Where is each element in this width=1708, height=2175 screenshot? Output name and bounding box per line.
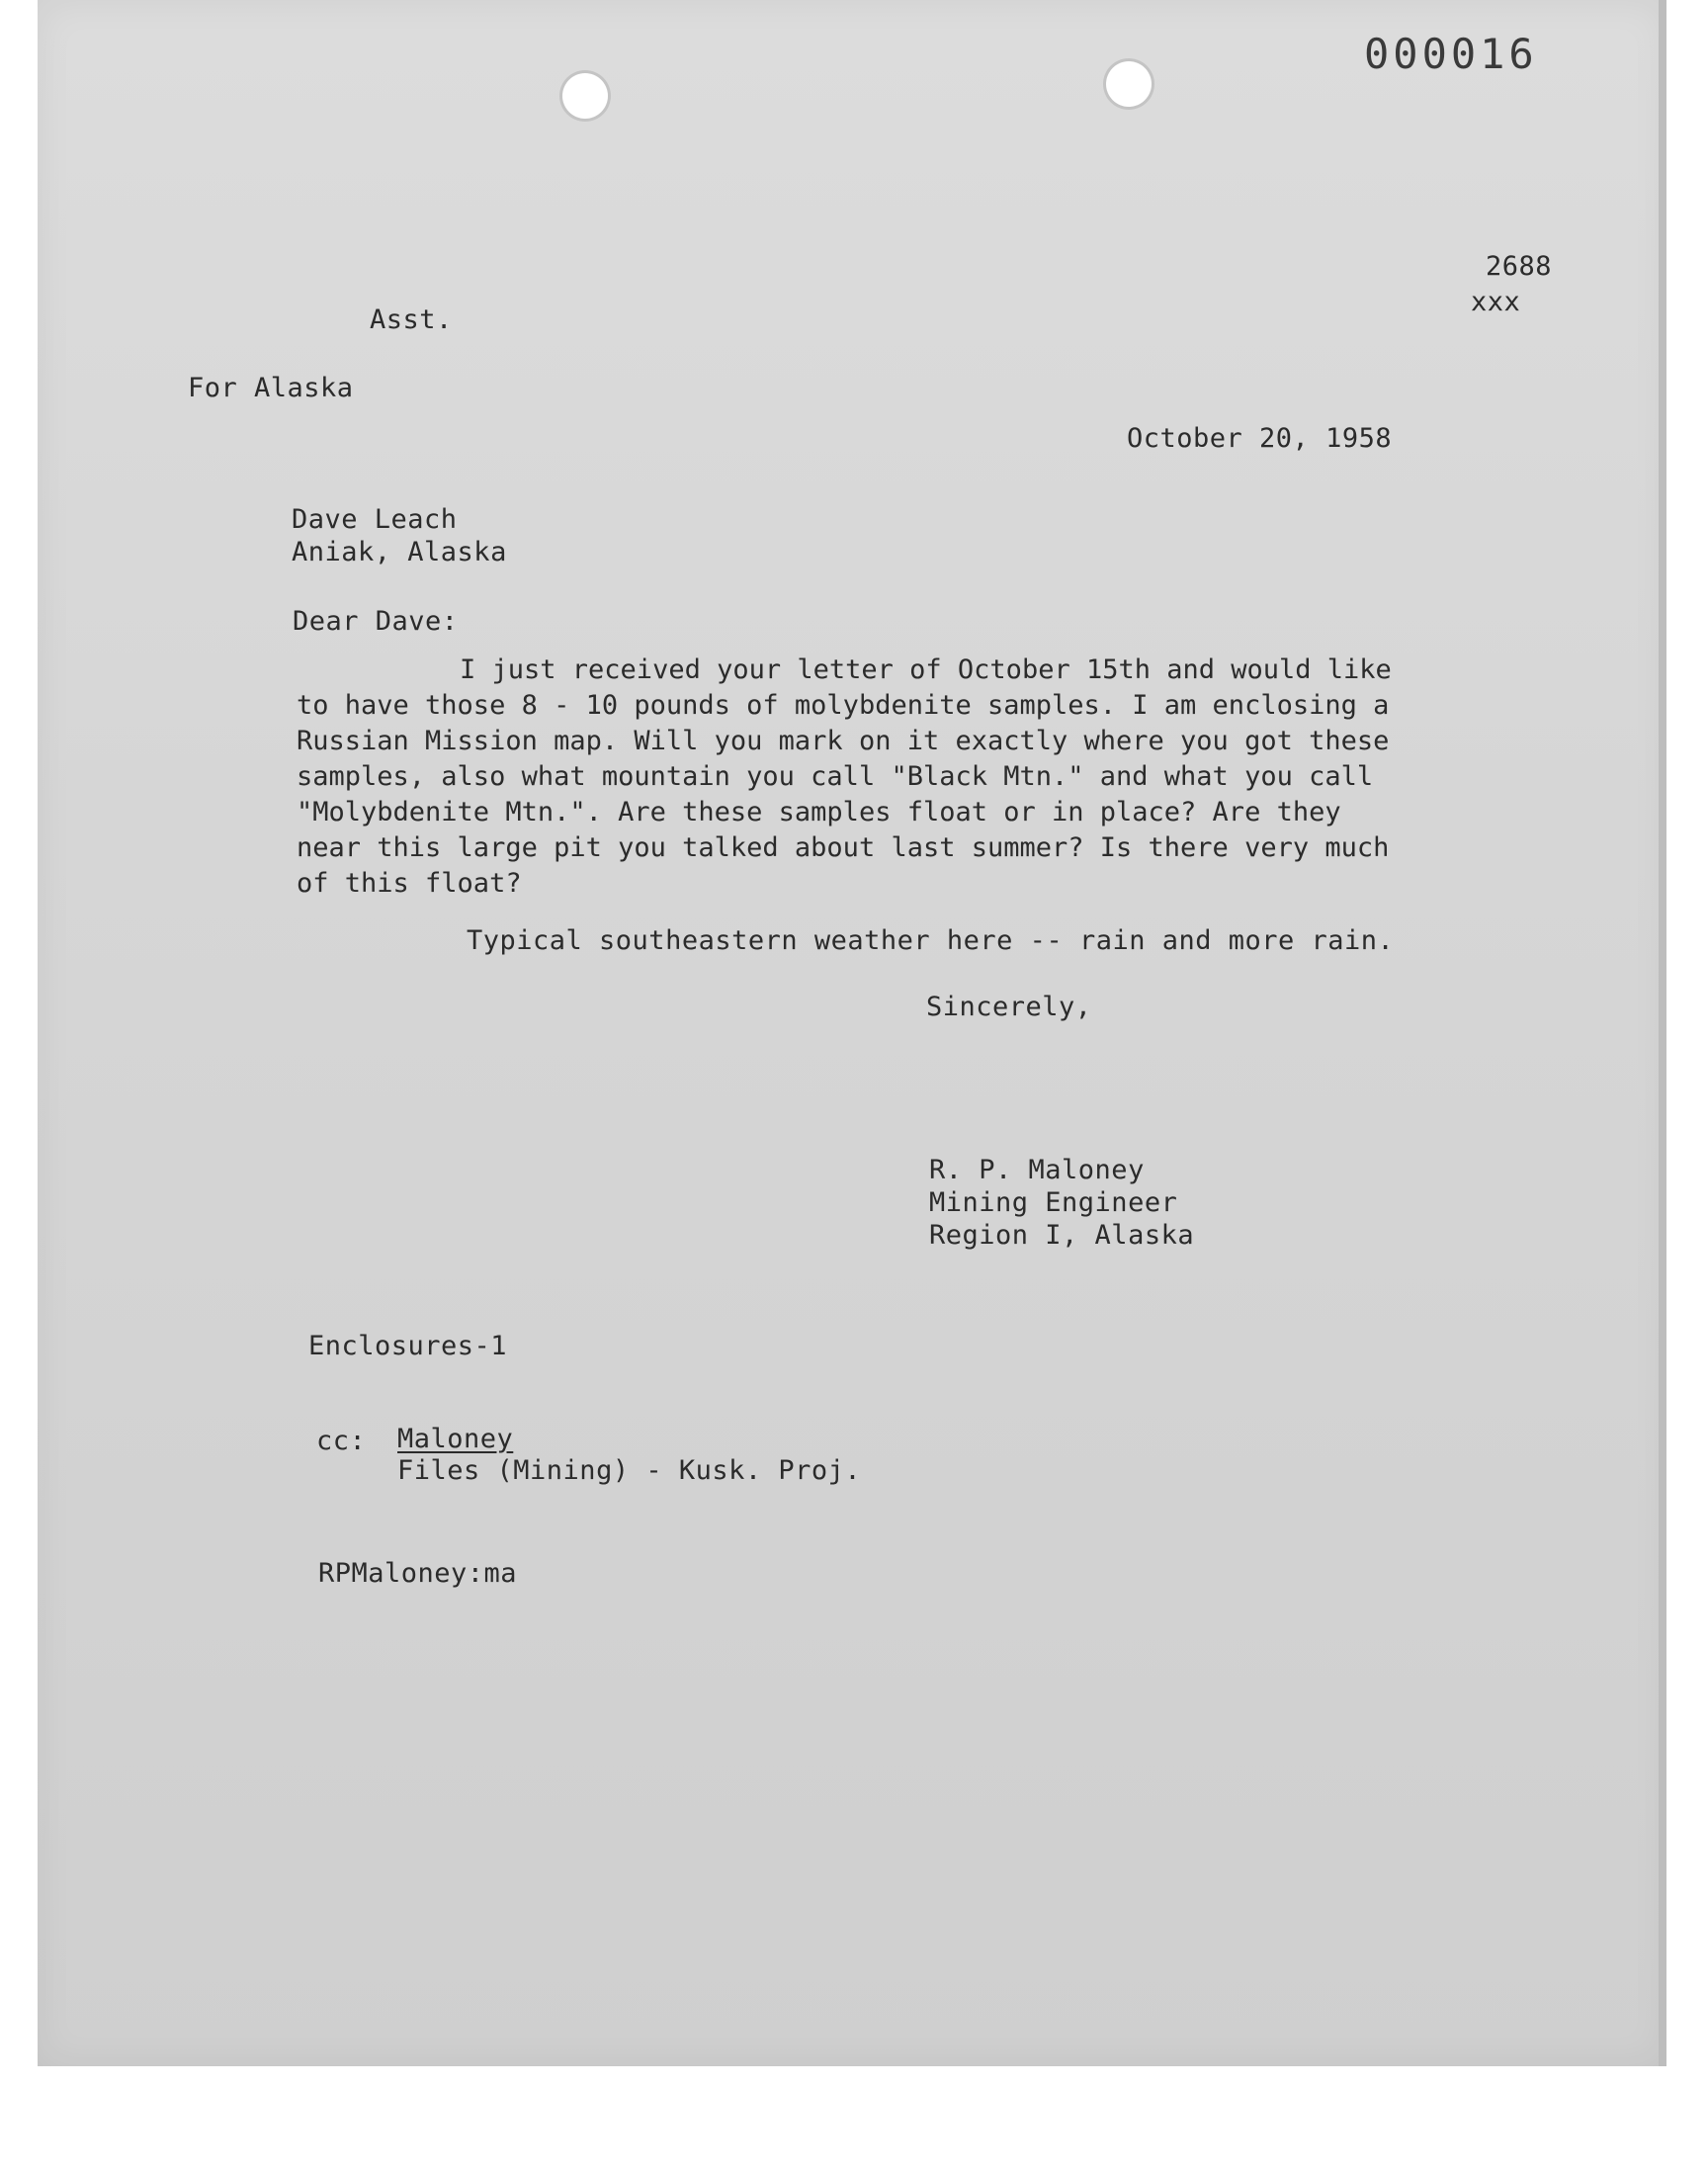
letter-date: October 20, 1958 <box>1127 423 1393 454</box>
punch-hole-right <box>1106 61 1152 107</box>
cc-maloney: Maloney <box>397 1424 514 1454</box>
file-code: 2688 <box>1486 251 1553 282</box>
typist-initials: RPMaloney:ma <box>318 1558 518 1589</box>
salutation: Dear Dave: <box>293 606 459 637</box>
paper-sheet <box>38 0 1666 2066</box>
signer-region: Region I, Alaska <box>929 1220 1195 1251</box>
file-code-mark: xxx <box>1471 287 1521 317</box>
letter-body-paragraph: I just received your letter of October 15th and would like to have those 8 - 10 pounds of molybdenite samples. I am enclosing a Russian Mission map. Will you mark on it exactly where you got these samples, also what mountain you call "Black Mtn." and what you call "Molybdenite Mtn.". Are these samples float or in place? Are they near this large pit you talked about last summer? Is there very much of this float? <box>297 654 1392 899</box>
enclosures: Enclosures-1 <box>308 1331 508 1361</box>
paper-edge <box>1659 0 1666 2066</box>
heading-asst: Asst. <box>370 304 453 335</box>
weather-line: Typical southeastern weather here -- rain and more rain. <box>467 925 1395 956</box>
recipient-location: Aniak, Alaska <box>292 537 507 567</box>
cc-files: Files (Mining) - Kusk. Proj. <box>397 1455 862 1486</box>
signer-title: Mining Engineer <box>929 1187 1178 1218</box>
signer-name: R. P. Maloney <box>929 1155 1145 1185</box>
heading-for-alaska: For Alaska <box>188 373 354 403</box>
recipient-name: Dave Leach <box>292 504 458 535</box>
punch-hole-left <box>562 73 608 119</box>
closing: Sincerely, <box>926 992 1092 1022</box>
document-stamp-number: 000016 <box>1364 30 1538 78</box>
cc-label: cc: <box>316 1426 367 1456</box>
